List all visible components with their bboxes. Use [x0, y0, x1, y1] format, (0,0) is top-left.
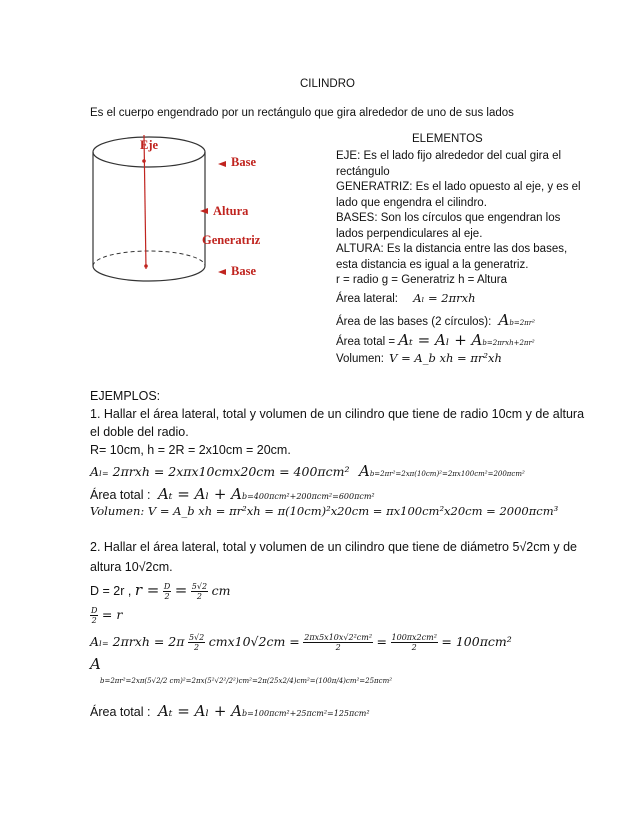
example2-lateral-mid: cmx10√2cm = — [208, 633, 300, 649]
example2-r-unit: cm — [211, 583, 231, 598]
label-eje: Eje — [140, 138, 159, 152]
label-base-bottom: Base — [231, 264, 256, 278]
elements-line: lados perpendiculares al eje. — [336, 227, 483, 240]
example1-given: R= 10cm, h = 2R = 2x10cm = 20cm. — [90, 443, 291, 457]
example2-half-d-rhs: = r — [101, 606, 123, 622]
examples-heading: EJEMPLOS: — [90, 389, 161, 403]
bases-area-formula-sub: b=2πr² — [509, 319, 535, 327]
example1-total-row — [90, 485, 375, 503]
example2-lateral-lhs: Aₗ₌ 2πrxh = 2π — [90, 633, 185, 649]
bases-area-row — [336, 311, 535, 329]
elements-line: esta distancia es igual a la generatriz. — [336, 258, 529, 271]
total-area-formula-sub: b=2πrxh+2πr² — [482, 339, 535, 347]
bases-area-label: Área de las bases (2 círculos): — [336, 316, 492, 328]
example1-volume: Volumen: V = A_b xh = πr²xh = π(10cm)²x20cm = πx100cm²x20cm = 2000πcm³ — [90, 504, 559, 518]
example1-lateral: Aₗ₌ 2πrxh = 2xπx10cmx20cm = 400πcm² — [90, 464, 350, 479]
lateral-area-label: Área lateral: — [336, 293, 399, 305]
example2-statement-line2: altura 10√2cm. — [90, 560, 173, 574]
total-area-formula: Aₜ = Aₗ + A — [398, 331, 483, 349]
label-base-top: Base — [231, 155, 256, 169]
example1-statement-line1: 1. Hallar el área lateral, total y volumen de un cilindro que tiene de radio 10cm y de altura — [90, 407, 585, 421]
page-title: CILINDRO — [300, 78, 355, 90]
example2-total-main: Aₜ = Aₗ + A — [157, 702, 242, 720]
label-altura: Altura — [213, 204, 249, 218]
base-bottom-arrow-icon — [218, 269, 226, 275]
volume-formula: V = A_b xh = πr²xh — [389, 351, 502, 365]
label-generatriz: Generatriz — [202, 233, 261, 247]
top-center-dot — [142, 159, 146, 163]
example2-diameter: D = 2r , — [90, 584, 132, 598]
volume-row — [336, 351, 502, 365]
altura-arrow-icon — [200, 208, 208, 214]
example2-statement-line1: 2. Hallar el área lateral, total y volumen de un cilindro que tiene de diámetro 5√2cm y de — [90, 540, 577, 554]
lateral-area-formula: Aₗ = 2πrxh — [413, 291, 476, 305]
example2-r-eq: r = — [134, 581, 160, 599]
elements-list — [336, 149, 581, 289]
elements-line: GENERATRIZ: Es el lado opuesto al eje, y es el — [336, 181, 581, 193]
example1-statement-line2: el doble del radio. — [90, 425, 189, 439]
elements-line: BASES: Son los círculos que engendran los — [336, 212, 561, 224]
example2-lateral-result: = 100πcm² — [441, 633, 512, 649]
example1-lateral-row — [90, 462, 525, 480]
elements-heading: ELEMENTOS — [412, 133, 483, 145]
example2-bases-main: A — [90, 655, 101, 673]
example2-diameter-row: D = 2r , r = $\frac{D}{2}$ = $\frac{5√2}{2}$ cm — [90, 581, 231, 602]
example2-half-d: $\frac{D}{2}$ — [91, 606, 98, 625]
example2-lateral-frac1: $\frac{\text{2πx5x10x√2²cm²}}{2}$ — [304, 633, 373, 652]
elements-line: ALTURA: Es la distancia entre las dos bases, — [336, 243, 568, 255]
example2-half-d-row — [90, 606, 122, 625]
total-area-label: Área total = — [336, 336, 396, 348]
example2-lateral-frac2: $\frac{\text{100πx2cm²}}{2}$ — [391, 633, 437, 652]
example2-d-over-2: $\frac{D}{2}$ — [163, 582, 171, 602]
cylinder-figure — [88, 133, 298, 293]
bases-area-formula: A — [498, 311, 510, 329]
example2-bases-sub: b=2πr²=2xπ(5√2/2 cm)²=2πx(5²√2²/2²)cm²=2π(25x2/4)cm²=(100π/4)cm²=25πcm² — [100, 677, 393, 685]
base-top-arrow-icon — [218, 161, 226, 167]
example2-total-row — [90, 702, 370, 720]
elements-line: EJE: Es el lado fijo alrededor del cual gira el — [336, 150, 562, 162]
bottom-base-front — [93, 266, 205, 281]
elements-line: r = radio g = Generatriz h = Altura — [336, 274, 507, 286]
example1-total-sub: b=400πcm²+200πcm²=600πcm² — [241, 492, 375, 501]
definition-text: Es el cuerpo engendrado por un rectángulo que gira alrededor de uno de sus lados — [90, 107, 514, 119]
example2-total-label: Área total : — [90, 705, 151, 719]
bottom-base-back — [93, 251, 205, 266]
volume-label: Volumen: — [336, 353, 384, 365]
example1-total-main: Aₜ = Aₗ + A — [157, 485, 242, 503]
example1-bases-sub: b=2πr²=2xπ(10cm)²=2πx100cm²=200πcm² — [369, 470, 525, 478]
bottom-center-dot — [144, 264, 148, 268]
total-area-row — [336, 331, 535, 349]
elements-line: rectángulo — [336, 165, 390, 178]
lateral-area-row — [336, 291, 476, 305]
example1-total-label: Área total : — [90, 488, 151, 502]
example1-bases-main: A — [358, 462, 370, 480]
example2-total-sub: b=100πcm²+25πcm²=125πcm² — [241, 709, 370, 718]
axis-line — [144, 135, 146, 269]
elements-line: lado que engendra el cilindro. — [336, 196, 487, 209]
example2-r-value: $\frac{5√2}{2}$ — [191, 582, 208, 602]
example2-lateral-r: $\frac{5√2}{2}$ — [188, 633, 205, 652]
example2-lateral-row: Aₗ₌ 2πrxh = 2π $\frac{5√2}{2}$ cmx10√2cm = $\frac{\text{2πx5x10x√2²cm²}}{2}$ = $\frac{\text{100πx2cm²}}{2}$ = 100πcm² — [90, 633, 512, 652]
